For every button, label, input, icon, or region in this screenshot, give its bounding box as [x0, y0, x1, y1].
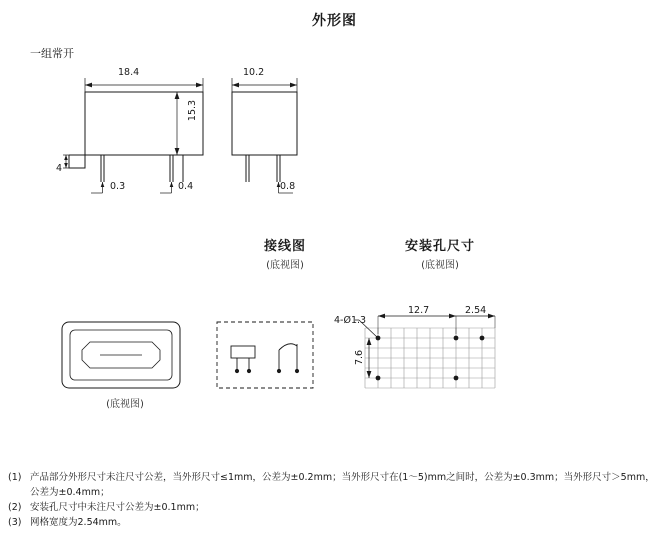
dim-label-pitch-x-1: 12.7: [408, 305, 430, 316]
wiring-diagram-title: 接线图: [263, 239, 306, 254]
note-text: 产品部分外形尺寸未注尺寸公差，当外形尺寸≤1mm，公差为±0.2mm；当外形尺寸在(1～5)mm之间时，公差为±0.3mm；当外形尺寸＞5mm，公差为±0.4mm；: [30, 472, 655, 498]
mounting-holes-title: 安装孔尺寸: [404, 239, 475, 254]
dim-label-pitch-y-text: 7.6: [354, 349, 366, 366]
mounting-holes-subtitle: (底视图): [421, 260, 459, 271]
note-row: [8, 470, 663, 500]
page-title: 外形图: [312, 13, 357, 29]
contact-form-label: 一组常开: [30, 47, 74, 60]
dim-label-outline-width: 18.4: [118, 67, 140, 78]
note-text: 安装孔尺寸中未注尺寸公差为±0.1mm；: [30, 502, 205, 513]
note-row: [8, 515, 663, 530]
wiring-diagram-subtitle: (底视图): [266, 260, 304, 271]
dim-label-pitch-x-2: 2.54: [465, 305, 487, 316]
bottom-view-drawing: [60, 320, 190, 395]
note-number: (3): [8, 517, 22, 528]
dim-label-side-width: 10.2: [243, 67, 265, 78]
note-row: [8, 500, 663, 515]
dim-label-pin-thickness: 4: [56, 163, 63, 174]
dim-label-outline-height: [182, 99, 203, 122]
dim-label-pitch-y: [352, 349, 367, 366]
mounting-hole-pattern-drawing: [355, 310, 505, 400]
dim-label-side-pin-width: 0.8: [280, 181, 296, 192]
dim-label-pin-left-offset: 0.3: [110, 181, 126, 192]
note-text: 网格宽度为2.54mm。: [30, 517, 127, 528]
wiring-diagram-drawing: [215, 320, 315, 392]
note-number: (1): [8, 472, 22, 483]
note-number: (2): [8, 502, 22, 513]
dim-label-pin-right-offset: 0.4: [178, 181, 194, 192]
bottom-view-caption: (底视图): [106, 399, 144, 410]
dim-label-outline-height-text: 15.3: [187, 99, 199, 122]
dim-label-hole-spec: 4-Ø1.3: [334, 315, 367, 326]
notes-block: [8, 470, 663, 530]
